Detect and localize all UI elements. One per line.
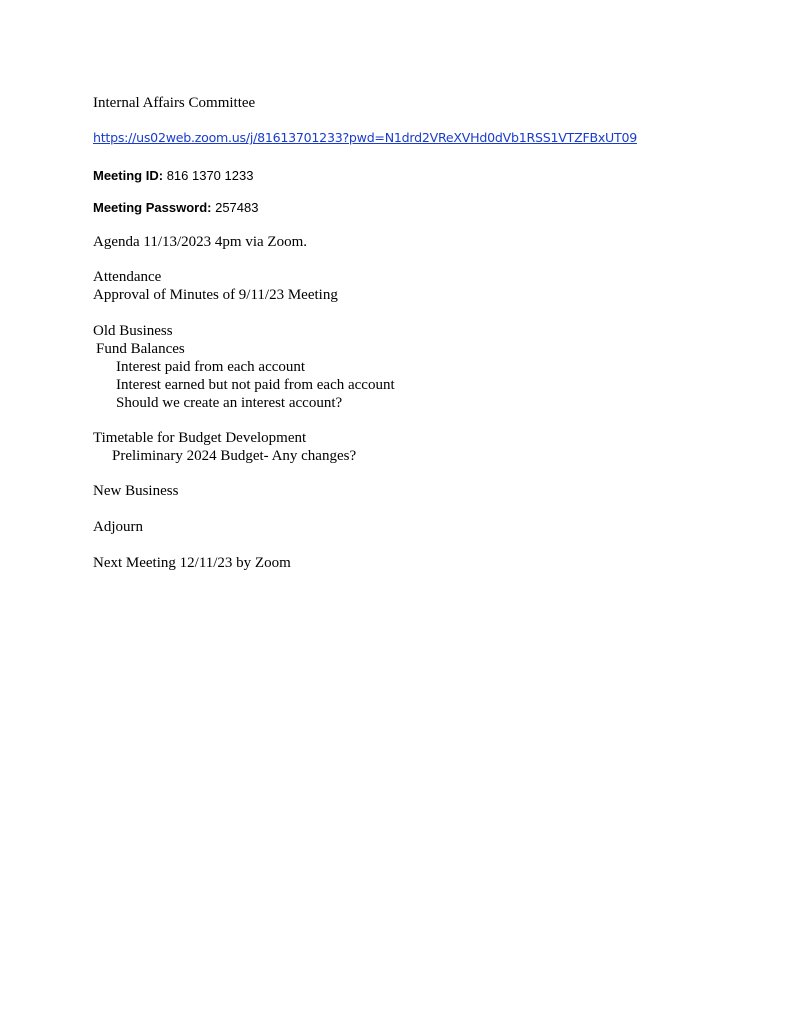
agenda-item-approval-minutes: Approval of Minutes of 9/11/23 Meeting bbox=[93, 287, 338, 303]
committee-title: Internal Affairs Committee bbox=[93, 95, 256, 111]
agenda-item-new-business: New Business bbox=[93, 483, 179, 499]
agenda-item-old-business: Old Business bbox=[93, 323, 173, 339]
agenda-item-attendance: Attendance bbox=[93, 269, 162, 285]
agenda-subitem-interest-paid: Interest paid from each account bbox=[116, 359, 306, 375]
meeting-password-label: Meeting Password: bbox=[93, 200, 212, 215]
agenda-subitem-interest-earned: Interest earned but not paid from each account bbox=[116, 377, 395, 393]
meeting-id-value: 816 1370 1233 bbox=[166, 168, 254, 183]
meeting-id-line bbox=[93, 167, 253, 185]
next-meeting-line: Next Meeting 12/11/23 by Zoom bbox=[93, 555, 291, 571]
agenda-heading: Agenda 11/13/2023 4pm via Zoom. bbox=[93, 234, 307, 250]
agenda-subitem-fund-balances: Fund Balances bbox=[96, 341, 185, 357]
meeting-id-label: Meeting ID: bbox=[93, 168, 164, 183]
agenda-item-adjourn: Adjourn bbox=[93, 519, 143, 535]
zoom-meeting-link[interactable]: https://us02web.zoom.us/j/81613701233?pwd=N1drd2VReXVHd0dVb1RSS1VTZFBxUT09 bbox=[93, 130, 637, 145]
meeting-password-value: 257483 bbox=[215, 200, 259, 215]
meeting-password-line bbox=[93, 199, 258, 217]
agenda-subitem-interest-account: Should we create an interest account? bbox=[116, 395, 343, 411]
agenda-subitem-preliminary-budget: Preliminary 2024 Budget- Any changes? bbox=[112, 448, 357, 464]
agenda-item-timetable: Timetable for Budget Development bbox=[93, 430, 307, 446]
